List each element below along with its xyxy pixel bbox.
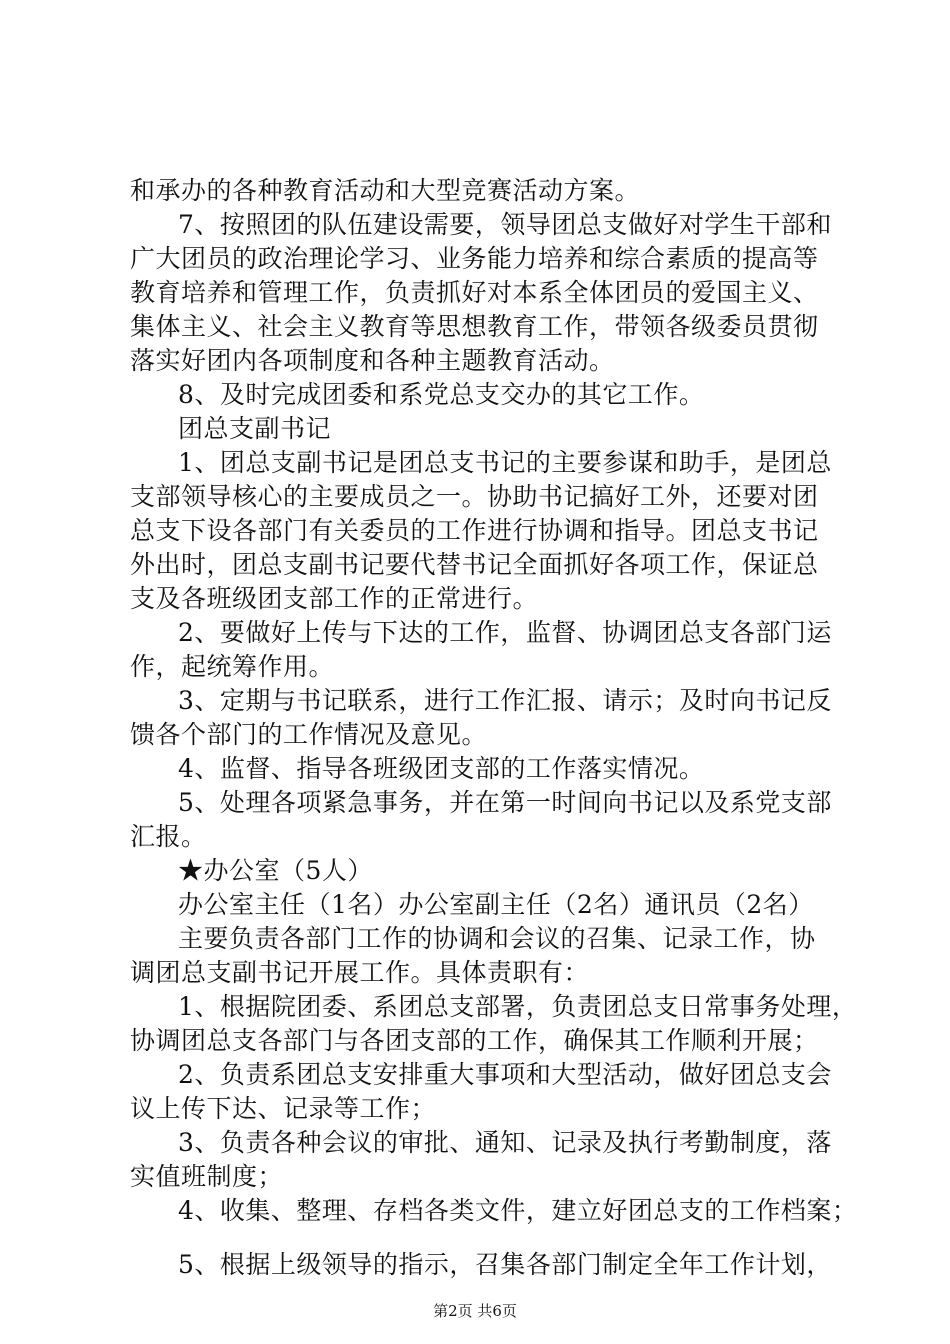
text-line: 汇报。: [130, 822, 207, 851]
text-line: 4、收集、整理、存档各类文件，建立好团总支的工作档案；: [178, 1196, 858, 1225]
text-line: 7、按照团的队伍建设需要，领导团总支做好对学生干部和: [178, 210, 832, 239]
text-line: 实值班制度；: [130, 1162, 284, 1191]
section-heading: 团总支副书记: [178, 414, 332, 443]
text-line: 主要负责各部门工作的协调和会议的召集、记录工作，协: [178, 924, 816, 953]
text-line: 作，起统筹作用。: [130, 652, 335, 681]
text-line: 3、定期与书记联系，进行工作汇报、请示；及时向书记反: [178, 686, 832, 715]
text-line: 办公室主任（1名）办公室副主任（2名）通讯员（2名）: [178, 890, 814, 919]
text-line: 2、负责系团总支安排重大事项和大型活动，做好团总支会: [178, 1060, 832, 1089]
text-line: 支及各班级团支部工作的正常进行。: [130, 584, 539, 613]
text-line: 馈各个部门的工作情况及意见。: [130, 720, 488, 749]
text-line: 5、处理各项紧急事务，并在第一时间向书记以及系党支部: [178, 788, 832, 817]
page-footer: 第2页 共6页: [433, 1302, 517, 1320]
text-line: 支部领导核心的主要成员之一。协助书记搞好工外，还要对团: [130, 482, 819, 511]
text-line: 2、要做好上传与下达的工作，监督、协调团总支各部门运: [178, 618, 832, 647]
text-line: 议上传下达、记录等工作；: [130, 1094, 437, 1123]
text-line: 协调团总支各部门与各团支部的工作，确保其工作顺利开展；: [130, 1026, 819, 1055]
text-line: 1、根据院团委、系团总支部署，负责团总支日常事务处理，: [178, 992, 858, 1021]
text-line: 5、根据上级领导的指示，召集各部门制定全年工作计划，: [178, 1250, 832, 1279]
text-line: 集体主义、社会主义教育等思想教育工作，带领各级委员贯彻: [130, 312, 819, 341]
text-line: 4、监督、指导各班级团支部的工作落实情况。: [178, 754, 705, 783]
text-line: 落实好团内各项制度和各种主题教育活动。: [130, 346, 615, 375]
text-line: 和承办的各种教育活动和大型竞赛活动方案。: [130, 176, 641, 205]
text-line: 1、团总支副书记是团总支书记的主要参谋和助手，是团总: [178, 448, 832, 477]
text-line: 广大团员的政治理论学习、业务能力培养和综合素质的提高等: [130, 244, 819, 273]
text-line: 调团总支副书记开展工作。具体责职有：: [130, 958, 590, 987]
text-line: 总支下设各部门有关委员的工作进行协调和指导。团总支书记: [130, 516, 819, 545]
text-line: 8、及时完成团委和系党总支交办的其它工作。: [178, 380, 705, 409]
text-line: 3、负责各种会议的审批、通知、记录及执行考勤制度，落: [178, 1128, 832, 1157]
text-line: 教育培养和管理工作，负责抓好对本系全体团员的爱国主义、: [130, 278, 819, 307]
text-line: 外出时，团总支副书记要代替书记全面抓好各项工作，保证总: [130, 550, 819, 579]
section-heading: ★办公室（5人）: [178, 856, 373, 885]
